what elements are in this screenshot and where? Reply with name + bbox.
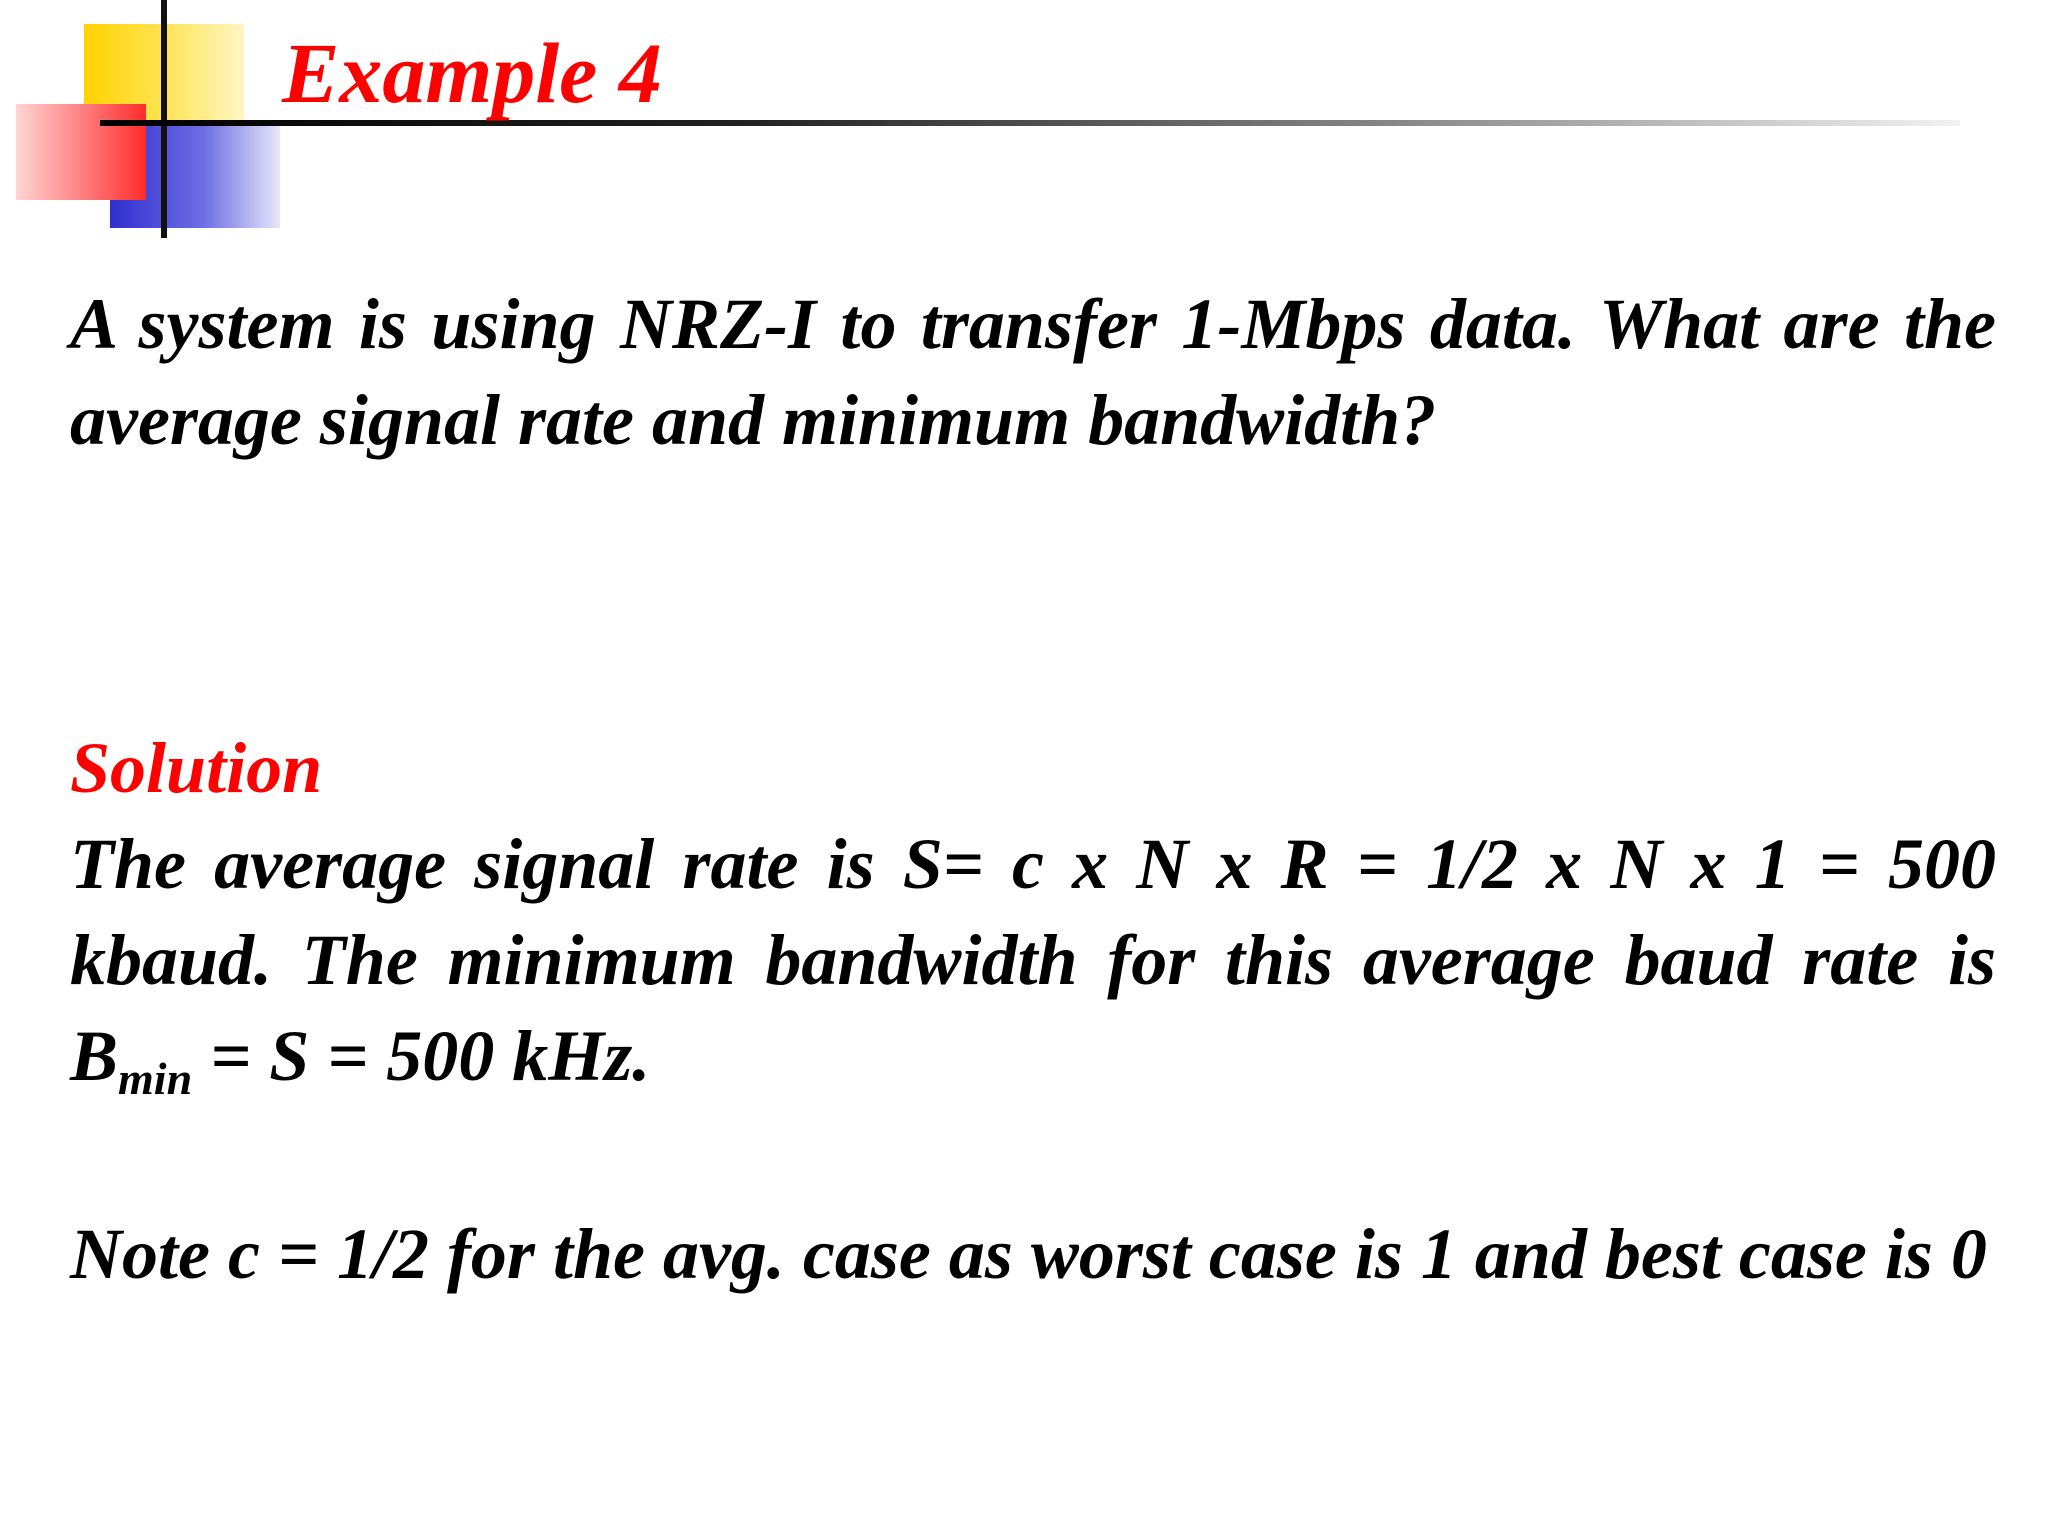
note-text: Note c = 1/2 for the avg. case as worst case is 1 and best case is 0 bbox=[70, 1214, 1987, 1294]
vertical-line-decoration bbox=[161, 0, 167, 238]
solution-text-part1: The average signal rate is S= c x N x R = 1/2 x N x 1 = 500 kbaud. The minimum bandwidth for this average baud rate is B bbox=[70, 824, 1996, 1096]
decorative-logo bbox=[0, 0, 300, 260]
solution-text bbox=[70, 816, 1996, 1104]
min-subscript: min bbox=[118, 1053, 193, 1104]
solution-heading: Solution bbox=[70, 728, 323, 808]
slide-title: Example 4 bbox=[282, 25, 662, 121]
question-text: A system is using NRZ-I to transfer 1-Mbps data. What are the average signal rate and minimum bandwidth? bbox=[70, 284, 1996, 460]
solution-text-part2: = S = 500 kHz. bbox=[192, 1016, 651, 1096]
red-square-decoration bbox=[16, 104, 146, 200]
